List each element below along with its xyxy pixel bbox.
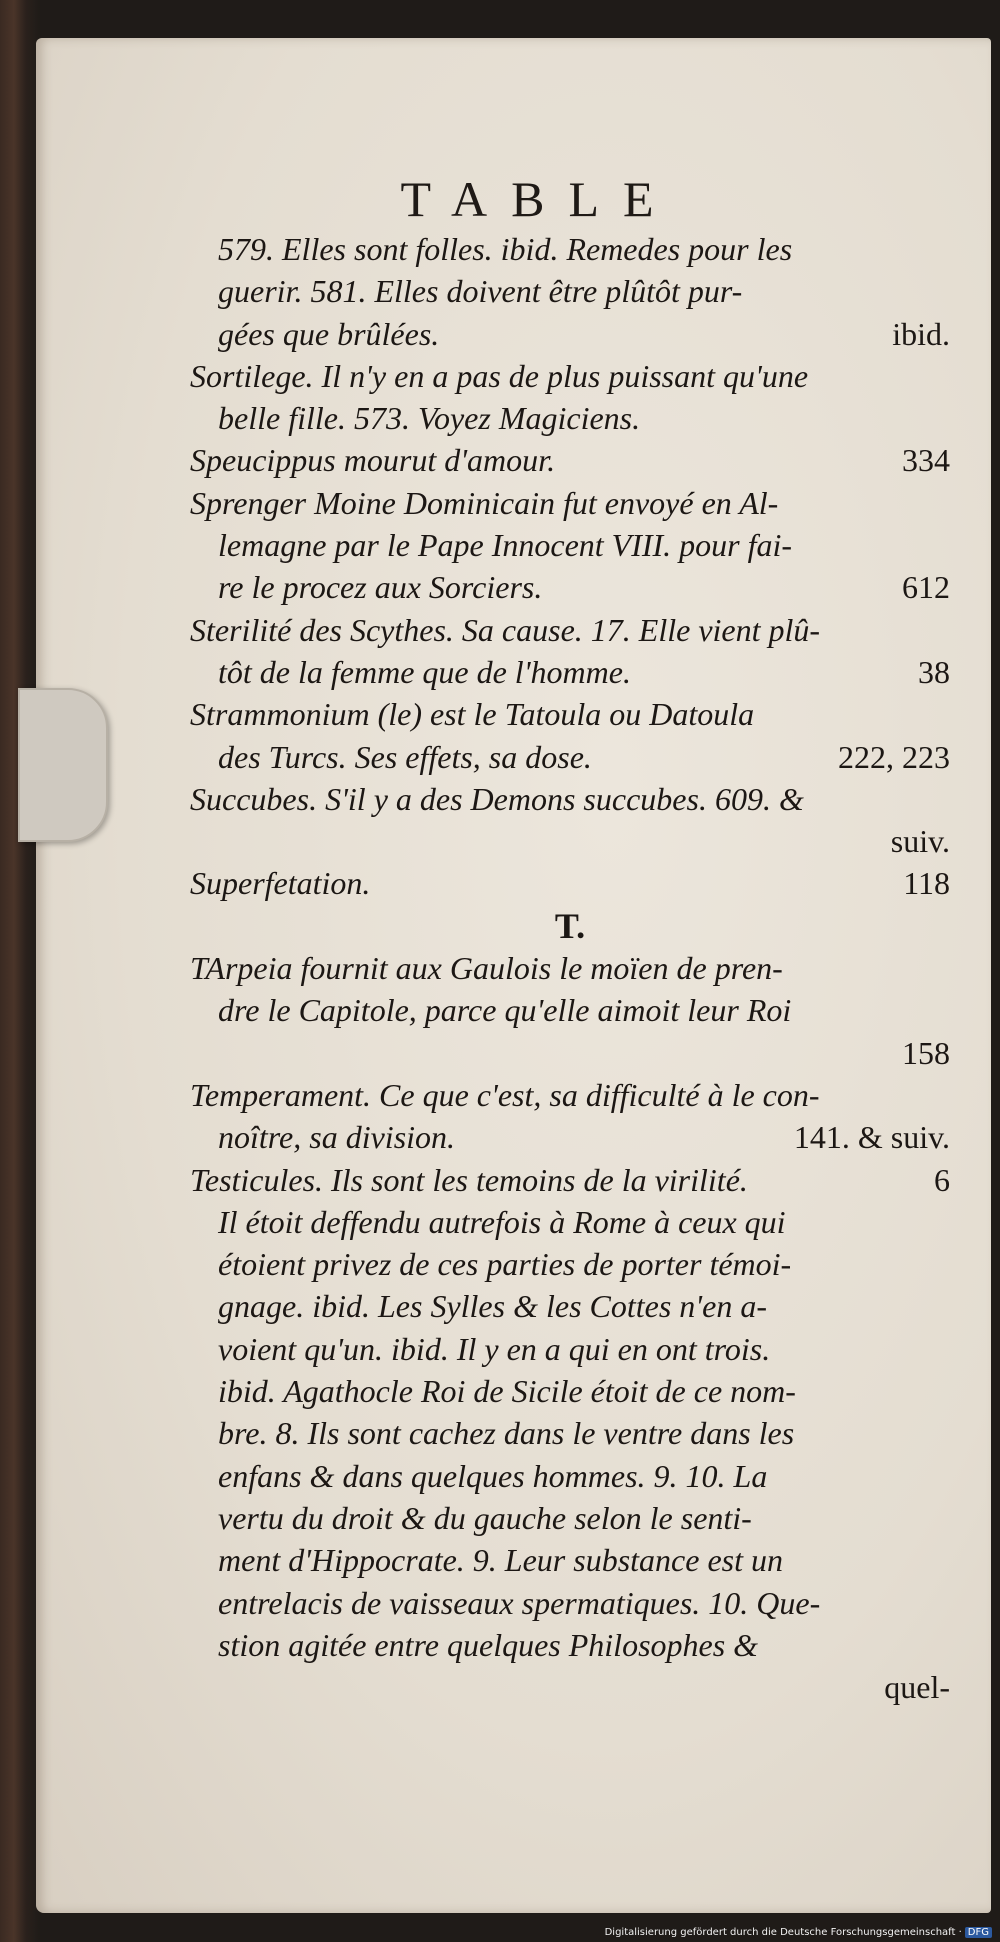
page-reference: 334 <box>902 442 950 479</box>
index-line <box>190 905 950 947</box>
page-reference: quel- <box>884 1669 950 1706</box>
entry-text: Temperament. Ce que c'est, sa difficulté à le con- <box>190 1076 820 1113</box>
index-line <box>190 1666 950 1708</box>
index-line <box>190 270 950 312</box>
index-line <box>190 609 950 651</box>
index-line <box>190 1285 950 1327</box>
index-line <box>190 228 950 270</box>
index-line <box>190 482 950 524</box>
index-line <box>190 778 950 820</box>
dfg-badge: DFG <box>965 1927 992 1938</box>
index-line <box>190 1201 950 1243</box>
index-line <box>190 439 950 481</box>
entry-text: Speucippus mourut d'amour. <box>190 442 556 479</box>
entry-text: vertu du droit & du gauche selon le senti- <box>218 1499 752 1536</box>
index-line <box>190 313 950 355</box>
index-line <box>190 355 950 397</box>
page-reference: 38 <box>918 653 950 690</box>
page-reference: ibid. <box>892 315 950 352</box>
entry-text: voient qu'un. ibid. Il y en a qui en ont trois. <box>218 1330 771 1367</box>
entry-text: Succubes. S'il y a des Demons succubes. 609. & <box>190 780 804 817</box>
page-reference: 612 <box>902 569 950 606</box>
index-line <box>190 862 950 904</box>
page-header: TABLE <box>400 171 678 227</box>
entry-text: Strammonium (le) est le Tatoula ou Datoula <box>190 696 755 733</box>
entry-text: Testicules. Ils sont les temoins de la virilité. <box>190 1161 748 1198</box>
index-line <box>190 693 950 735</box>
index-line <box>190 1243 950 1285</box>
index-line <box>190 1032 950 1074</box>
index-line <box>190 1370 950 1412</box>
entry-text: stion agitée entre quelques Philosophes & <box>218 1626 759 1663</box>
page-reference: 6 <box>934 1161 950 1198</box>
index-line <box>190 651 950 693</box>
entry-text: Il étoit deffendu autrefois à Rome à ceux qui <box>218 1203 786 1240</box>
entry-text: entrelacis de vaisseaux spermatiques. 10. Que- <box>218 1584 821 1621</box>
index-line <box>190 947 950 989</box>
entry-text: Sortilege. Il n'y en a pas de plus puissant qu'une <box>190 357 809 394</box>
index-line <box>190 1455 950 1497</box>
entry-text: des Turcs. Ses effets, sa dose. <box>218 738 592 775</box>
index-line <box>190 1159 950 1201</box>
index-line <box>190 566 950 608</box>
page-reference: 158 <box>902 1034 950 1071</box>
page-reference: 141. & suiv. <box>793 1119 950 1156</box>
index-text <box>190 228 950 1708</box>
entry-text: enfans & dans quelques hommes. 9. 10. La <box>218 1457 768 1494</box>
entry-text: ment d'Hippocrate. 9. Leur substance est un <box>218 1542 783 1579</box>
index-line <box>190 1074 950 1116</box>
index-line <box>190 1412 950 1454</box>
entry-text: belle fille. 573. Voyez Magiciens. <box>218 400 641 437</box>
index-line <box>190 1328 950 1370</box>
entry-text: lemagne par le Pape Innocent VIII. pour fai- <box>218 527 793 564</box>
entry-text: noître, sa division. <box>218 1119 456 1156</box>
page-reference: 222, 223 <box>838 738 950 775</box>
index-line <box>190 1497 950 1539</box>
index-line <box>190 820 950 862</box>
entry-text: 579. Elles sont folles. ibid. Remedes pour les <box>218 231 793 267</box>
entry-text: dre le Capitole, parce qu'elle aimoit leur Roi <box>218 992 792 1029</box>
entry-text: Superfetation. <box>190 865 371 902</box>
entry-text: guerir. 581. Elles doivent être plûtôt pur- <box>218 273 743 310</box>
digitization-credit <box>605 1927 992 1938</box>
page-reference: 118 <box>903 865 950 902</box>
entry-text: Sterilité des Scythes. Sa cause. 17. Elle vient plû- <box>190 611 821 648</box>
entry-text: T. <box>554 905 586 946</box>
index-line <box>190 1582 950 1624</box>
page-clip <box>18 688 108 842</box>
index-line <box>190 736 950 778</box>
entry-text: Sprenger Moine Dominicain fut envoyé en Al- <box>190 484 779 521</box>
entry-text: gnage. ibid. Les Sylles & les Cottes n'en a- <box>218 1288 767 1325</box>
entry-text: tôt de la femme que de l'homme. <box>218 653 631 690</box>
index-line <box>190 1539 950 1581</box>
credit-text: Digitalisierung gefördert durch die Deutsche Forschungsgemeinschaft · <box>604 1927 962 1938</box>
entry-text: gées que brûlées. <box>218 315 440 352</box>
entry-text: re le procez aux Sorciers. <box>218 569 543 606</box>
index-line <box>190 1624 950 1666</box>
entry-text: TArpeia fournit aux Gaulois le moïen de pren- <box>190 950 783 987</box>
index-line <box>190 397 950 439</box>
entry-text: étoient privez de ces parties de porter témoi- <box>218 1246 792 1283</box>
index-line <box>190 989 950 1031</box>
entry-text: bre. 8. Ils sont cachez dans le ventre dans les <box>218 1415 795 1452</box>
index-line <box>190 1116 950 1158</box>
entry-text: ibid. Agathocle Roi de Sicile étoit de ce nom- <box>218 1373 796 1410</box>
page-reference: suiv. <box>890 823 950 860</box>
index-line <box>190 524 950 566</box>
